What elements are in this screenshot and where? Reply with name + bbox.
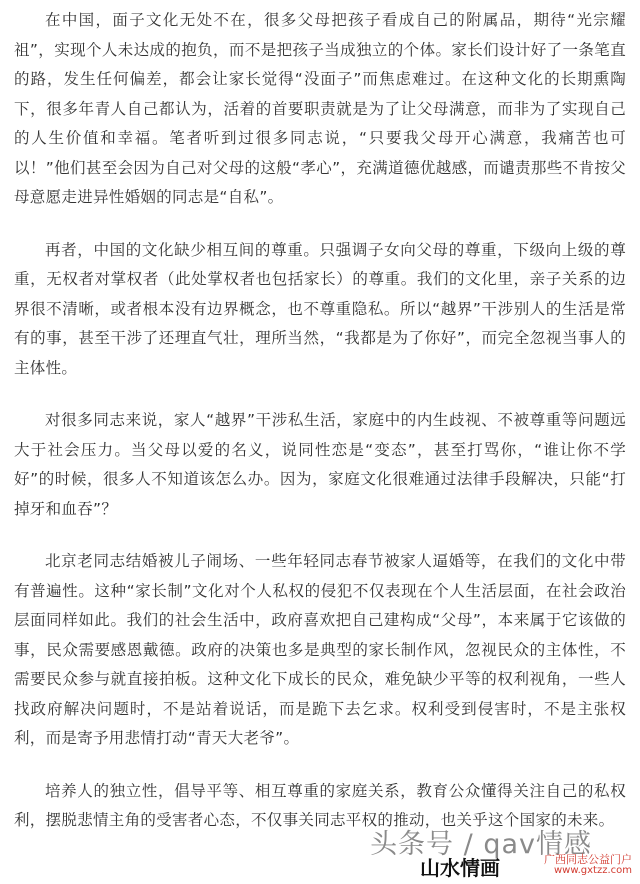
watermark-main: 头条号 / qav情感 [370,829,592,860]
paragraph-2: 再者，中国的文化缺少相互间的尊重。只强调子女向父母的尊重，下级向上级的尊重，无权者对掌权者（此处掌权者也包括家长）的尊重。我们的文化里，亲子关系的边界很不清晰，或者根本没有边界概念，也不尊重隐私。所以“越界”干涉别人的生活是常有的事，甚至干涉了还理直气壮，理所当然，“我都是为了你好”，而完全忽视当事人的主体性。 [14,240,626,377]
paragraph-3: 对很多同志来说，家人“越界”干涉私生活，家庭中的内生歧视、不被尊重等问题远大于社会压力。当父母以爱的名义，说同性恋是“变态”，甚至打骂你，“谁让你不学好”的时候，很多人不知道该怎么办。因为，家庭文化很难通过法律手段解决，只能“打掉牙和血吞”？ [14,411,626,518]
watermark-sub: 山水情画 [420,856,500,880]
watermark [362,822,632,878]
watermark-portal: 广西同志公益门户 [544,853,632,866]
paragraph-1: 在中国，面子文化无处不在，很多父母把孩子看成自己的附属品，期待“光宗耀祖”，实现个人未达成的抱负，而不是把孩子当成独立的个体。家长们设计好了一条笔直的路，发生任何偏差，都会让家长觉得“没面子”而焦虑难过。在这种文化的长期熏陶下，很多年青人自己都认为，活着的首要职责就是为了让父母满意，而非为了实现自己的人生价值和幸福。笔者听到过很多同志说，“只要我父母开心满意，我痛苦也可以！”他们甚至会因为自己对父母的这般“孝心”，充满道德优越感，而谴责那些不肯按父母意愿走进异性婚姻的同志是“自私”。 [14,11,626,206]
watermark-url: www.gxtzz.com [553,865,632,876]
paragraph-4: 北京老同志结婚被儿子闹场、一些年轻同志春节被家人逼婚等，在我们的文化中带有普遍性。这种“家长制”文化对个人私权的侵犯不仅表现在个人生活层面，在社会政治层面同样如此。我们的社会生活中，政府喜欢把自己建构成“父母”，本来属于它该做的事，民众需要感恩戴德。政府的决策也多是典型的家长制作风，忽视民众的主体性，不需要民众参与就直接拍板。这种文化下成长的民众，难免缺少平等的权利视角，一些人找政府解决问题时，不是站着说话，而是跪下去乞求。权利受到侵害时，不是主张权利，而是寄予用悲情打动“青天大老爷”。 [14,552,626,747]
article-body [14,6,626,859]
paragraph-5: 培养人的独立性，倡导平等、相互尊重的家庭关系，教育公众懂得关注自己的私权利，摆脱悲情主角的受害者心态，不仅事关同志平权的推动，也关乎这个国家的未来。 [14,781,626,829]
